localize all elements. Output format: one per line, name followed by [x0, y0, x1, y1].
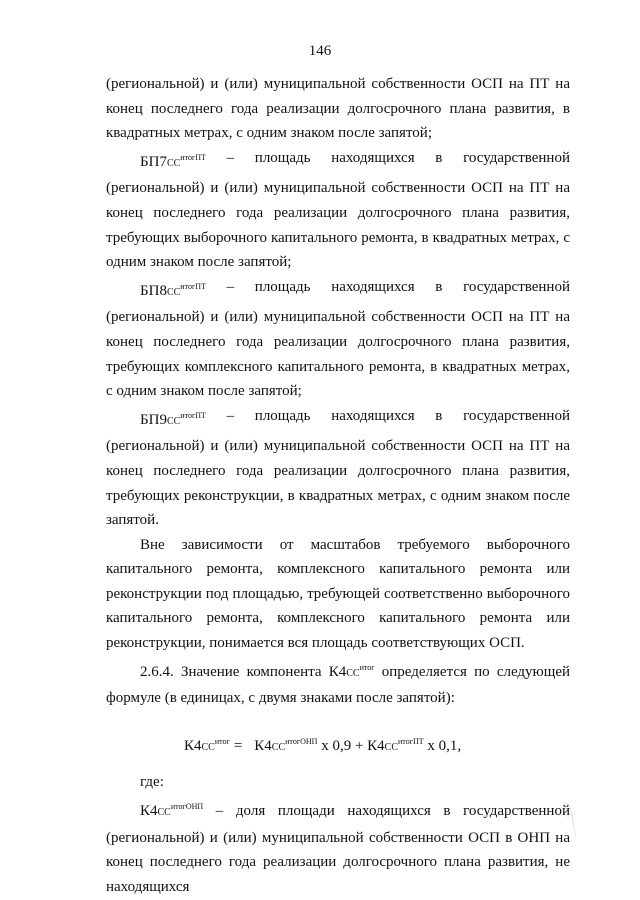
where-label: где: — [140, 774, 164, 791]
paragraph-scope-note: Вне зависимости от масштабов требуемого выборочного капитального ремонта, комплексного капитального ремонта или реконструкции под площадью, требующей соответственно выборочного капитального ремонта, комплексного капитального ремонта или реконструкции, понимается вся площадь соответствующих ОСП. — [106, 536, 570, 652]
document-body — [106, 72, 570, 899]
term-superscript: итогОНП — [285, 736, 318, 746]
scan-artifact — [562, 800, 582, 840]
definition-first-line — [106, 146, 570, 177]
term-base: БП8 — [140, 282, 167, 299]
term-subscript: СС — [166, 415, 181, 427]
word: государственной — [463, 149, 570, 166]
term-base: БП9 — [140, 411, 167, 428]
term-base: К4 — [140, 803, 158, 820]
definition-bp7 — [106, 146, 570, 275]
term-superscript: итог — [359, 662, 375, 672]
word: в — [435, 278, 443, 295]
text-run: 2.6.4. Значение компонента К4 — [140, 663, 347, 680]
term-subscript: СС — [166, 286, 181, 298]
paragraph-continuation: (региональной) и (или) муниципальной собственности ОСП на ПТ на конец последнего года реализации долгосрочного плана развития, в квадратных метрах, с одним знаком после запятой; — [106, 76, 570, 142]
term-subscript: СС — [384, 741, 399, 753]
word: в — [435, 407, 443, 424]
term-subscript: СС — [271, 741, 286, 753]
definition-bp8 — [106, 275, 570, 404]
term-symbol — [140, 404, 206, 435]
definition-first-line — [106, 404, 570, 435]
formula-term-1 — [254, 738, 317, 754]
term-base: К4 — [254, 737, 272, 754]
term-symbol — [140, 275, 206, 306]
text-run: – доля площади находящихся в государственной (региональной) и (или) муниципальной собственности ОСП в ОНП на конец последнего года реализации долгосрочного плана развития, не находящихся — [106, 803, 570, 895]
formula-operator: х 0,9 + — [317, 737, 368, 754]
term-superscript: итогПТ — [180, 152, 206, 162]
term-superscript: итогПТ — [180, 410, 206, 420]
definition-rest: (региональной) и (или) муниципальной собственности ОСП на ПТ на конец последнего года реализации долгосрочного плана развития, требующих реконструкции, в квадратных метрах, с одним знаком после запятой. — [106, 438, 570, 529]
term-symbol — [140, 146, 206, 177]
term-subscript: СС — [166, 157, 181, 169]
term-base: БП7 — [140, 153, 167, 170]
term-subscript: СС — [157, 807, 171, 819]
definition-bp9 — [106, 404, 570, 533]
term-superscript: итогПТ — [180, 281, 206, 291]
definition-rest: (региональной) и (или) муниципальной собственности ОСП на ПТ на конец последнего года реализации долгосрочного плана развития, требующих комплексного капитального ремонта, в квадратных метрах, с одним знаком после запятой; — [106, 309, 570, 400]
word: площадь — [254, 407, 311, 424]
page-number: 146 — [308, 43, 332, 59]
formula — [106, 730, 570, 761]
term-superscript: итог — [214, 736, 230, 746]
text-run: определяется по следующей формуле (в единицах, с двумя знаками после запятой): — [106, 663, 570, 707]
definition-rest: (региональной) и (или) муниципальной собственности ОСП на ПТ на конец последнего года реализации долгосрочного плана развития, требующих выборочного капитального ремонта, в квадратных метрах, с одним знаком после запятой; — [106, 180, 570, 271]
term-subscript: СС — [346, 667, 360, 679]
definition-dash: – — [226, 278, 235, 295]
word: находящихся — [331, 278, 415, 295]
term-base: К4 — [367, 737, 385, 754]
word: площадь — [254, 278, 311, 295]
equals-sign: = — [233, 737, 243, 754]
term-subscript: СС — [201, 741, 215, 753]
formula-lhs — [184, 738, 230, 754]
word: находящихся — [331, 407, 415, 424]
word: площадь — [254, 149, 311, 166]
formula-operator: х 0,1, — [423, 737, 462, 754]
paragraph-2-6-4 — [106, 656, 570, 711]
word: в — [435, 149, 443, 166]
formula-term-2 — [367, 738, 423, 754]
word: государственной — [463, 407, 570, 424]
term-superscript: итогПТ — [398, 736, 424, 746]
definition-dash: – — [226, 407, 235, 424]
word: государственной — [463, 278, 570, 295]
definition-k4-onp — [106, 795, 570, 899]
word: находящихся — [331, 149, 415, 166]
term-base: К4 — [184, 737, 202, 754]
definition-dash: – — [226, 149, 235, 166]
definition-first-line — [106, 275, 570, 306]
term-superscript: итогОНП — [170, 802, 204, 812]
